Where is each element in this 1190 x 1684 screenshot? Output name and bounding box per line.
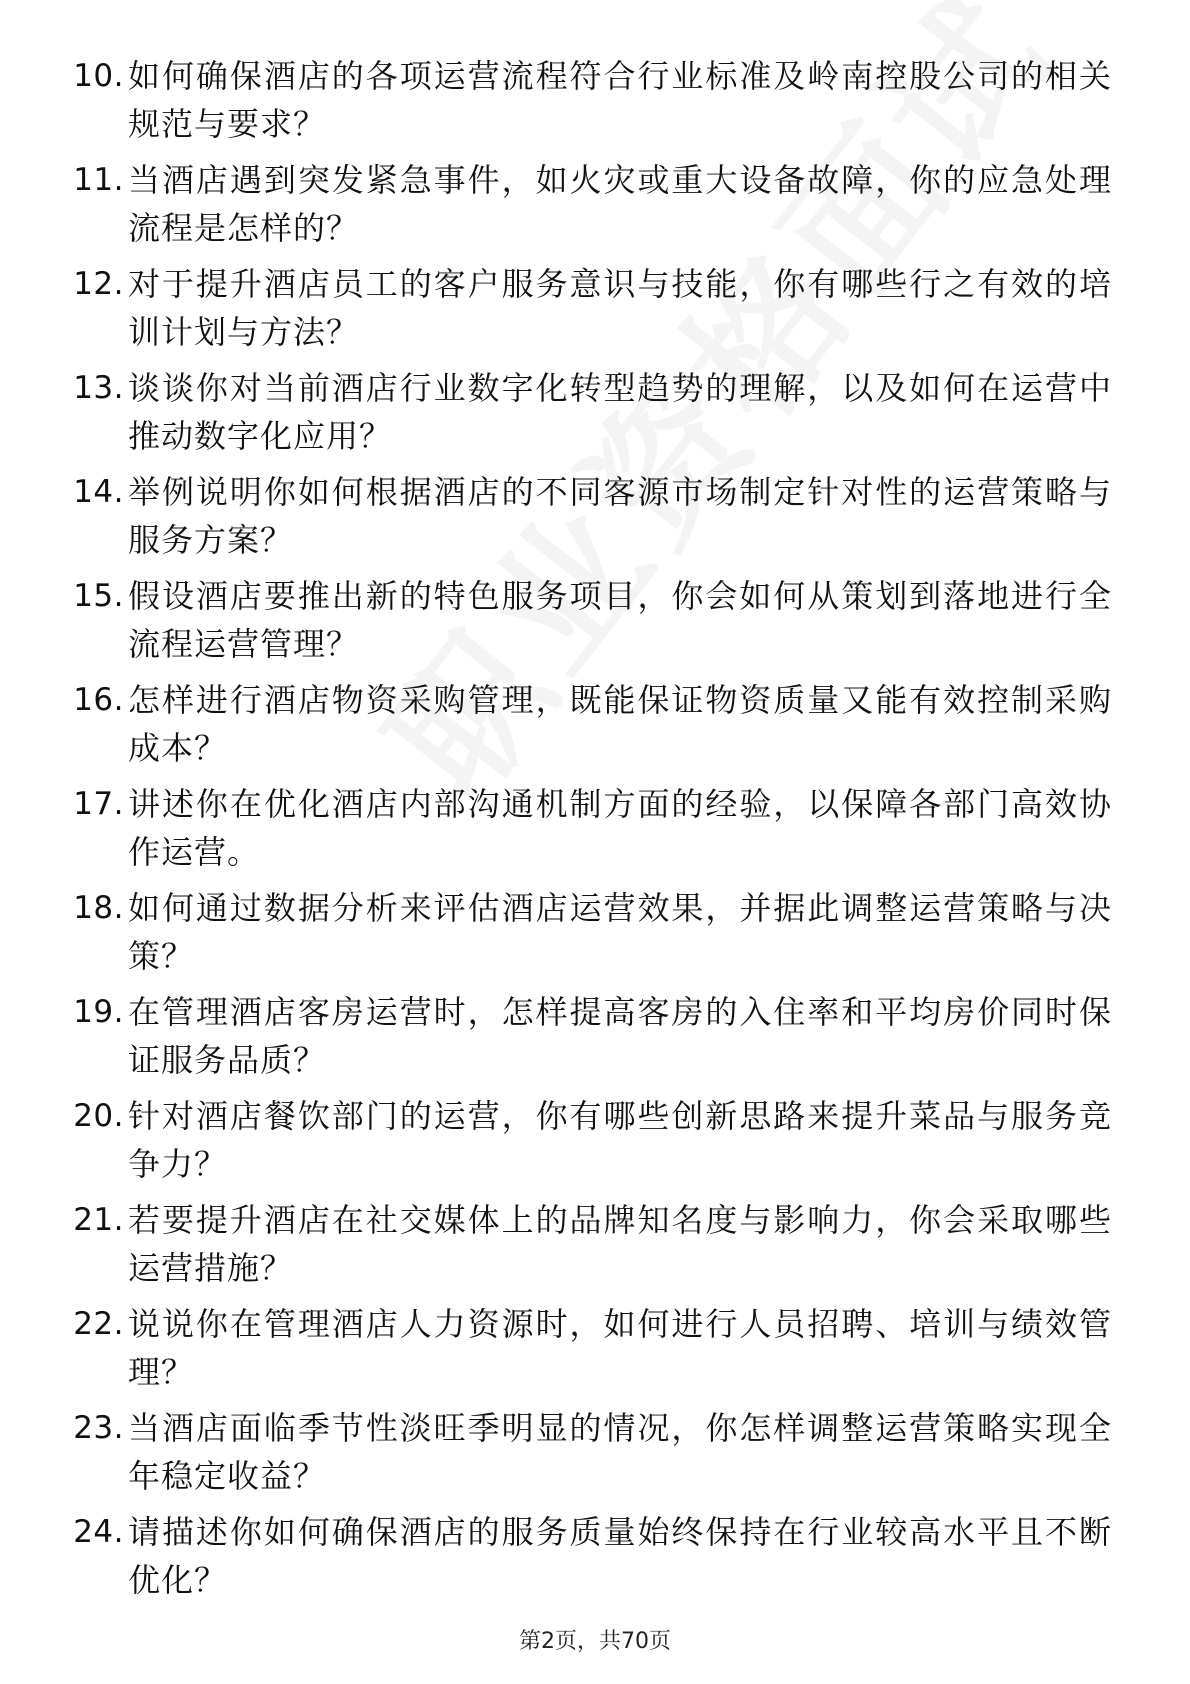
question-number: 13. [73,370,124,406]
question-text: 请描述你如何确保酒店的服务质量始终保持在行业较高水平且不断优化？ [128,1513,1112,1599]
question-text: 当酒店面临季节性淡旺季明显的情况，你怎样调整运营策略实现全年稳定收益？ [128,1409,1112,1495]
question-text: 如何确保酒店的各项运营流程符合行业标准及岭南控股公司的相关规范与要求？ [128,57,1112,143]
question-text: 怎样进行酒店物资采购管理，既能保证物资质量又能有效控制采购成本？ [128,681,1112,767]
question-number: 16. [73,682,124,718]
question-number: 17. [73,786,124,822]
question-number: 12. [73,266,124,302]
question-text: 讲述你在优化酒店内部沟通机制方面的经验，以保障各部门高效协作运营。 [128,785,1112,871]
question-number: 23. [73,1410,124,1446]
question-item [62,1300,1112,1404]
question-number: 22. [73,1306,124,1342]
question-text: 说说你在管理酒店人力资源时，如何进行人员招聘、培训与绩效管理？ [128,1305,1112,1391]
question-item [62,572,1112,676]
page-number: 第2页，共70页 [519,1629,671,1654]
question-item [62,884,1112,988]
question-text: 对于提升酒店员工的客户服务意识与技能，你有哪些行之有效的培训计划与方法？ [128,265,1112,351]
question-number: 21. [73,1202,124,1238]
question-number: 19. [73,994,124,1030]
question-item [62,1404,1112,1508]
question-text: 若要提升酒店在社交媒体上的品牌知名度与影响力，你会采取哪些运营措施？ [128,1201,1112,1287]
question-number: 15. [73,578,124,614]
question-text: 在管理酒店客房运营时，怎样提高客房的入住率和平均房价同时保证服务品质？ [128,993,1112,1079]
question-number: 24. [73,1514,124,1550]
question-text: 谈谈你对当前酒店行业数字化转型趋势的理解，以及如何在运营中推动数字化应用？ [128,369,1112,455]
question-item [62,1092,1112,1196]
question-item [62,1196,1112,1300]
question-number: 11. [73,162,124,198]
question-item [62,1508,1112,1612]
question-text: 如何通过数据分析来评估酒店运营效果，并据此调整运营策略与决策？ [128,889,1112,975]
question-text: 举例说明你如何根据酒店的不同客源市场制定针对性的运营策略与服务方案？ [128,473,1112,559]
question-list [62,52,1112,1612]
question-number: 14. [73,474,124,510]
question-item [62,780,1112,884]
question-item [62,260,1112,364]
question-text: 假设酒店要推出新的特色服务项目，你会如何从策划到落地进行全流程运营管理？ [128,577,1112,663]
question-item [62,364,1112,468]
question-item [62,676,1112,780]
question-text: 针对酒店餐饮部门的运营，你有哪些创新思路来提升菜品与服务竞争力？ [128,1097,1112,1183]
question-item [62,988,1112,1092]
question-number: 10. [73,58,124,94]
question-number: 18. [73,890,124,926]
question-item [62,156,1112,260]
question-number: 20. [73,1098,124,1134]
question-text: 当酒店遇到突发紧急事件，如火灾或重大设备故障，你的应急处理流程是怎样的？ [128,161,1112,247]
question-item [62,52,1112,156]
question-item [62,468,1112,572]
